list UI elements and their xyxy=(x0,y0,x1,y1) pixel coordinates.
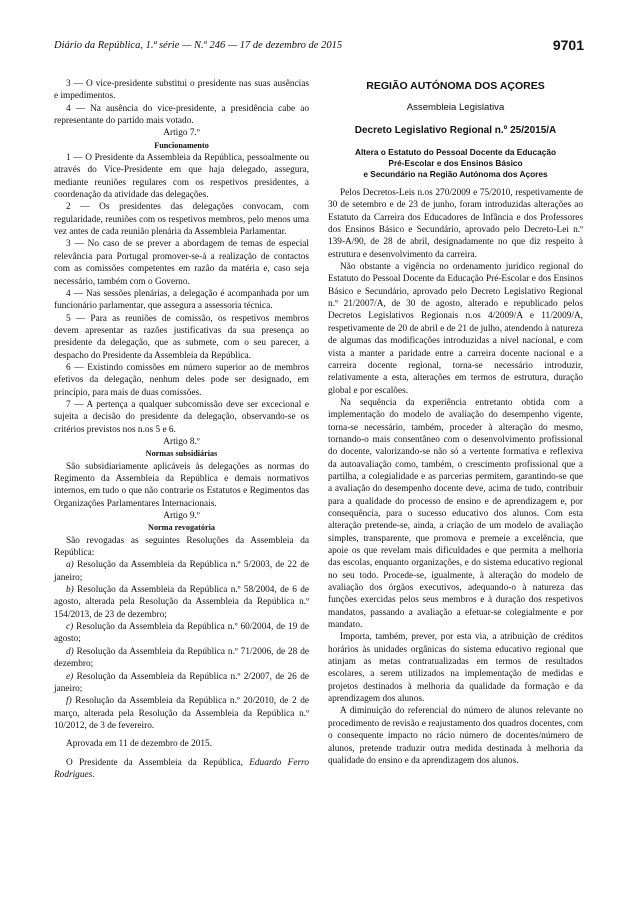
paragraph: 4 — Na ausência do vice-presidente, a presidência cabe ao representante do partido mais votado. xyxy=(54,103,309,127)
paragraph: 3 — O vice-presidente substitui o presidente nas suas ausências e impedimentos. xyxy=(54,79,309,102)
article-9-heading: Artigo 9.º xyxy=(163,511,200,522)
paragraph: 5 — Para as reuniões de comissão, os respetivos membros devem apresentar as razões justificativas da sua presença ao presidente da delegação, que as submete, com o seu parecer, a despacho do Presidente da Assembleia da República. xyxy=(54,313,309,361)
article-8-title: Normas subsidiárias xyxy=(145,449,218,459)
item-label: d) xyxy=(66,646,74,657)
page-header xyxy=(54,37,584,56)
article-9-title: Norma revogatória xyxy=(148,523,215,533)
list-item: d) Resolução da Assembleia da República n.º 71/2006, de 28 de dezembro; xyxy=(54,646,309,670)
paragraph: Não obstante a vigência no ordenamento jurídico regional do Estatuto do Pessoal Docente da Educação Pré-Escolar e dos Ensinos Básico e Secundário, aprovado pelo Decreto Legislativo Regional n.º 21/2007/A, de 30 de agosto, alterado e republicado pelos Decretos Legislativos Regionais n.os 4/2009/A e 11/2009/A, respetivamente de 20 de abril e de 21 de julho, atendendo à natureza de algumas das modificações introduzidas a nível nacional, e com vista a manter a paridade entre a carreira docente nacional e a carreira docente regional, torna-se necessário introduzir, relativamente a esta, alterações em termos de estrutura, duração global e por escalões. xyxy=(328,262,583,396)
signature: O Presidente da Assembleia da República, Eduardo Ferro Rodrigues. xyxy=(54,757,309,780)
item-label: a) xyxy=(66,560,74,571)
paragraph: A diminuição do referencial do número de alunos relevante no procedimento de revisão e reajustamento dos quadros docentes, com o consequente impacto no rácio número de docentes/número de alunos, pretende traduzir outra medida destinada à melhoria da qualidade do ensino e da aprendizagem dos alunos. xyxy=(328,706,583,766)
signatory-name: Eduardo Ferro Rodrigues xyxy=(54,757,309,780)
decree-title: Decreto Legislativo Regional n.º 25/2015/A xyxy=(354,124,557,136)
article-7-heading: Artigo 7.º xyxy=(163,128,200,139)
paragraph: São revogadas as seguintes Resoluções da Assembleia da República: xyxy=(54,535,309,559)
journal-title: Diário da República, 1.ª série — N.º 246 — 17 de dezembro de 2015 xyxy=(54,40,343,51)
item-label: b) xyxy=(66,585,74,596)
assembly-title: Assembleia Legislativa xyxy=(406,102,505,114)
list-item: f) Resolução da Assembleia da República n.º 20/2010, de 2 de março, alterada pela Resolução da Assembleia da República n.º 10/2012, de 3 de fevereiro. xyxy=(54,696,309,731)
right-column xyxy=(328,78,583,767)
paragraph: 7 — A pertença a qualquer subcomissão deve ser excecional e sujeita a decisão do presidente da delegação, observando-se os critérios previstos nos n.os 5 e 6. xyxy=(54,399,309,435)
page-number: 9701 xyxy=(552,37,584,53)
paragraph: 1 — O Presidente da Assembleia da República, pessoalmente ou através do Vice-Presidente em que haja delegado, assegura, mediante reuniões regulares com os respetivos presidentes, a coordenação da atividade das delegações. xyxy=(54,153,309,201)
article-7-title: Funcionamento xyxy=(154,140,209,150)
item-label: c) xyxy=(66,622,74,633)
paragraph: 4 — Nas sessões plenárias, a delegação é acompanhada por um funcionário parlamentar, que assegura a assessoria técnica. xyxy=(54,288,309,312)
region-title: REGIÃO AUTÓNOMA DOS AÇORES xyxy=(366,80,545,92)
list-item: a) Resolução da Assembleia da República n.º 5/2003, de 22 de janeiro; xyxy=(54,560,309,583)
list-item: b) Resolução da Assembleia da República n.º 58/2004, de 6 de agosto, alterada pela Resolução da Assembleia da República n.º 154/2013, de 23 de dezembro; xyxy=(54,585,309,620)
list-item: c) Resolução da Assembleia da República n.º 60/2004, de 19 de agosto; xyxy=(54,622,309,645)
paragraph: Importa, também, prever, por esta via, a atribuição de créditos horários às unidades orgânicas do sistema educativo regional que atinjam as metas contratualizadas em termos de resultados escolares, a serem utilizados na implementação de medidas e projetos destinados à melhoria da qualidade da formação e da aprendizagem dos alunos. xyxy=(328,632,583,705)
paragraph: Na sequência da experiência entretanto obtida com a implementação do modelo de avaliação do desempenho vigente, torna-se necessário, também, proceder à alteração do mesmo, tornando-o mais consentâneo com o desenvolvimento profissional do docente, valorizando-se não só a vertente formativa e reflexiva da autoavaliação como, também, o crescimento profissional que a partilha, a colegialidade e as parcerias permitem, garantindo-se que a avaliação do desempenho docente deve, acima de tudo, contribuir para a qualidade do processo de ensino e de aprendizagem e, por consequência, para o sucesso educativo dos alunos. Com esta alteração pretende-se, ainda, a criação de um modelo de avaliação simples, transparente, que promova e premeie a excelência, que apoie os que revelam mais dificuldades e que permita a melhoria das escolas, enquanto organizações, e do sistema educativo regional no seu todo. Procede-se, igualmente, à alteração do modelo de avaliação dos órgãos executivos, adequando-o à natureza das funções exercidas pelos seus membros e à duração dos respetivos mandatos, passando a avaliação a efetuar-se colegialmente e por mandato. xyxy=(328,397,583,631)
paragraph: 2 — Os presidentes das delegações convocam, com regularidade, reuniões com os respetivos membros, pelo menos uma vez antes de cada reunião plenária da Assembleia Parlamentar. xyxy=(54,202,309,238)
decree-subject: Altera o Estatuto do Pessoal Docente da Educação Pré-Escolar e dos Ensinos Básico e Secundário na Região Autónoma dos Açores xyxy=(354,147,557,180)
approval-date: Aprovada em 11 de dezembro de 2015. xyxy=(66,739,213,750)
article-8-heading: Artigo 8.º xyxy=(163,436,200,447)
paragraph: São subsidiariamente aplicáveis às delegações as normas do Regimento da Assembleia da República e demais normativos internos, em tudo o que não contrarie os Estatutos e Regimentos das Organizações Parlamentares Internacionais. xyxy=(54,461,309,509)
left-column xyxy=(54,78,309,781)
item-label: f) xyxy=(66,696,72,707)
paragraph: 6 — Existindo comissões em número superior ao de membros efetivos da delegação, nenhum deles pode ser designado, em princípio, para mais de duas comissões. xyxy=(54,362,309,398)
paragraph: 3 — No caso de se prever a abordagem de temas de especial relevância para Portugal promover-se-á a realização de contactos com as comissões competentes em razão da matéria e, caso seja necessário, também com o Governo. xyxy=(54,239,309,287)
list-item: e) Resolução da Assembleia da República n.º 2/2007, de 26 de janeiro; xyxy=(54,671,309,694)
item-label: e) xyxy=(66,671,74,682)
paragraph: Pelos Decretos-Leis n.os 270/2009 e 75/2010, respetivamente de 30 de setembro e de 23 de junho, foram introduzidas alterações ao Estatuto da Carreira dos Educadores de Infância e dos Professores dos Ensinos Básico e Secundário, aprovado pelo Decreto-Lei n.º 139-A/90, de 28 de abril, designadamente no que diz respeito à estrutura e desenvolvimento da carreira. xyxy=(328,188,583,260)
